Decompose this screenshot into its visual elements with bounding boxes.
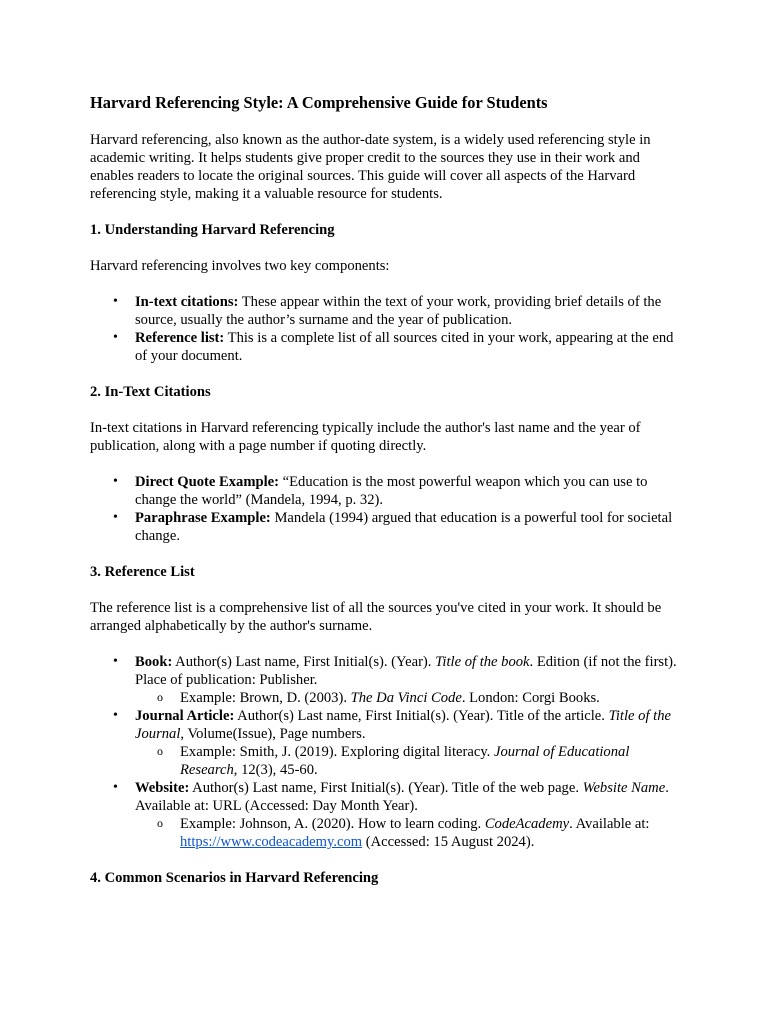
item-text: These appear within the text of your work, providing brief details of the source, usually the author’s surname and the year of publication.: [135, 294, 662, 328]
item-label: Journal Article:: [135, 708, 235, 724]
item-label: Website:: [135, 780, 190, 796]
item-italic: Title of the book: [435, 654, 530, 670]
sub-list: [135, 689, 678, 707]
list-item: [90, 329, 678, 365]
list-item: [90, 473, 678, 509]
section-3-list: [90, 653, 678, 851]
sub-list: [135, 743, 678, 779]
section-2-heading: 2. In-Text Citations: [90, 384, 211, 400]
item-label: Book:: [135, 654, 173, 670]
item-text: . Available at: URL (Accessed: Day Month Year).: [135, 780, 669, 814]
example-italic: CodeAcademy: [484, 816, 570, 832]
item-text: Author(s) Last name, First Initial(s). (Year). Title of the article.: [234, 708, 609, 724]
list-item-book: [90, 653, 678, 707]
item-text: Mandela (1994) argued that education is a powerful tool for societal change.: [135, 510, 673, 544]
list-item: [90, 293, 678, 329]
list-item-website: [90, 779, 678, 851]
section-2-list: [90, 473, 678, 545]
item-label: Paraphrase Example:: [135, 510, 271, 526]
item-label: Reference list:: [135, 330, 225, 346]
section-2-intro: In-text citations in Harvard referencing typically include the author's last name and the year of publication, along with a page number if quoting directly.: [90, 420, 641, 454]
example-text: Example: Smith, J. (2019). Exploring digital literacy.: [180, 744, 494, 760]
section-3-intro: The reference list is a comprehensive list of all the sources you've cited in your work. It should be arranged alphabetically by the author's surname.: [90, 600, 662, 634]
codeacademy-link[interactable]: https://www.codeacademy.com: [180, 834, 363, 850]
item-text: Author(s) Last name, First Initial(s). (Year).: [172, 654, 436, 670]
sub-list: [135, 815, 678, 851]
item-italic: Title of the Journal: [135, 708, 671, 742]
item-text: , Volume(Issue), Page numbers.: [180, 726, 366, 742]
example-text: (Accessed: 15 August 2024).: [362, 834, 535, 850]
example-text: . London: Corgi Books.: [461, 690, 600, 706]
example-text: . Available at:: [569, 816, 650, 832]
example-item: [135, 689, 678, 707]
item-italic: Website Name: [582, 780, 666, 796]
section-1-heading: 1. Understanding Harvard Referencing: [90, 222, 335, 238]
document-title: Harvard Referencing Style: A Comprehensive Guide for Students: [90, 93, 548, 112]
section-4-heading: 4. Common Scenarios in Harvard Referencing: [90, 870, 379, 886]
item-text: . Edition (if not the first). Place of publication: Publisher.: [135, 654, 677, 688]
item-label: In-text citations:: [135, 294, 239, 310]
intro-paragraph: Harvard referencing, also known as the author-date system, is a widely used referencing style in academic writing. It helps students give proper credit to the sources they use in their work and enables readers to locate the original sources. This guide will cover all aspects of the Harvard referencing style, making it a valuable resource for students.: [90, 132, 651, 202]
item-label: Direct Quote Example:: [135, 474, 280, 490]
list-item-journal: [90, 707, 678, 779]
example-item: [135, 743, 678, 779]
item-text: “Education is the most powerful weapon which you can use to change the world” (Mandela, 1994, p. 32).: [135, 474, 648, 508]
example-italic: The Da Vinci Code: [350, 690, 462, 706]
example-text: , 12(3), 45-60.: [233, 762, 318, 778]
example-text: Example: Johnson, A. (2020). How to learn coding.: [180, 816, 485, 832]
list-item: [90, 509, 678, 545]
example-italic: Journal of Educational Research: [180, 744, 630, 778]
example-text: Example: Brown, D. (2003).: [180, 690, 351, 706]
section-1-intro: Harvard referencing involves two key components:: [90, 258, 390, 274]
item-text: Author(s) Last name, First Initial(s). (Year). Title of the web page.: [189, 780, 583, 796]
example-item: [135, 815, 678, 851]
section-3-heading: 3. Reference List: [90, 564, 195, 580]
item-text: This is a complete list of all sources cited in your work, appearing at the end of your document.: [135, 330, 674, 364]
section-1-list: [90, 293, 678, 365]
